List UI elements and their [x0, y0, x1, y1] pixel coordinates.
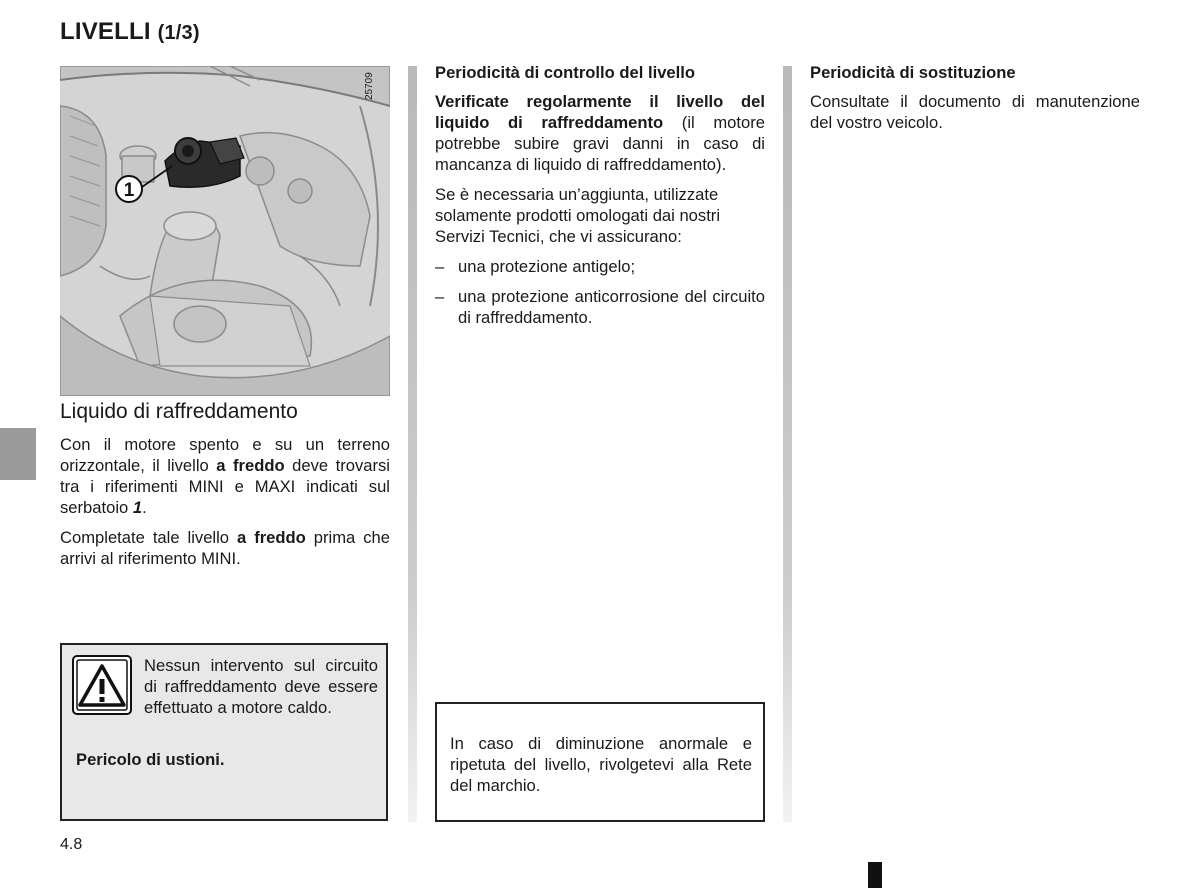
list-item-text: una protezione anticorrosione del circuito di raffreddamento.	[458, 287, 765, 327]
replacement-paragraph: Consultate il documento di manutenzione del vostro veicolo.	[810, 92, 1140, 132]
middle-column	[435, 62, 765, 337]
text-run: .	[142, 498, 147, 517]
text-run: (il motore potrebbe subire gravi danni in caso di mancanza di liquido di raffreddamento).	[435, 113, 765, 174]
topup-paragraph: Se è necessaria un’aggiunta, utilizzate solamente prodotti omologati dai nostri Servizi Tecnici, che vi assicurano:	[435, 185, 721, 246]
section-heading: Liquido di raffreddamento	[60, 400, 298, 423]
warning-text: Nessun intervento sul circuito di raffreddamento deve essere effettuato a motore caldo.	[144, 656, 378, 717]
text-run: Con il motore spento e su un terreno orizzontale, il livello	[60, 435, 390, 475]
text-run: prima che arrivi al riferimento MINI.	[60, 528, 390, 568]
replacement-interval-heading: Periodicità di sostituzione	[810, 63, 1016, 82]
coolant-paragraph-1	[60, 434, 390, 518]
note-text: In caso di diminuzione anormale e ripetuta del livello, rivolgetevi alla Rete del marchio.	[450, 734, 752, 795]
page-title-part: (1/3)	[157, 22, 200, 44]
list-item	[435, 256, 765, 277]
coolant-paragraph-2	[60, 527, 390, 569]
text-run: Completate tale livello	[60, 528, 237, 547]
text-run: deve trovarsi tra i riferimenti MINI e MAXI indicati sul serbatoio	[60, 456, 390, 517]
list-item	[435, 286, 765, 328]
right-column	[810, 62, 1140, 142]
check-paragraph	[435, 91, 765, 175]
page-title	[60, 18, 200, 46]
list-dash: –	[435, 287, 445, 306]
page-number: 4.8	[60, 836, 83, 853]
emphasis-cold: a freddo	[216, 456, 285, 475]
coolant-description	[60, 434, 390, 578]
warning-danger: Pericolo di ustioni.	[76, 750, 225, 769]
column-divider	[408, 66, 417, 822]
page-edge-marker	[868, 862, 882, 888]
reservoir-reference: 1	[132, 498, 143, 517]
list-dash: –	[435, 257, 445, 276]
callout-1-label: 1	[123, 180, 135, 201]
engine-bay-illustration	[60, 66, 390, 396]
list-item-text: una protezione antigelo;	[458, 257, 636, 276]
emphasis-cold: a freddo	[237, 528, 306, 547]
warning-triangle-icon	[72, 655, 132, 715]
warning-box	[60, 643, 388, 821]
column-divider	[783, 66, 792, 822]
check-interval-heading: Periodicità di controllo del livello	[435, 63, 696, 82]
note-box	[435, 702, 765, 822]
check-instruction: Verificate regolarmente il livello del liquido di raffreddamento	[435, 92, 765, 132]
chapter-tab	[0, 428, 36, 480]
engine-bay-drawing	[60, 66, 390, 396]
figure-reference-number: 25709	[364, 72, 375, 100]
page-title-text: LIVELLI	[60, 18, 151, 45]
